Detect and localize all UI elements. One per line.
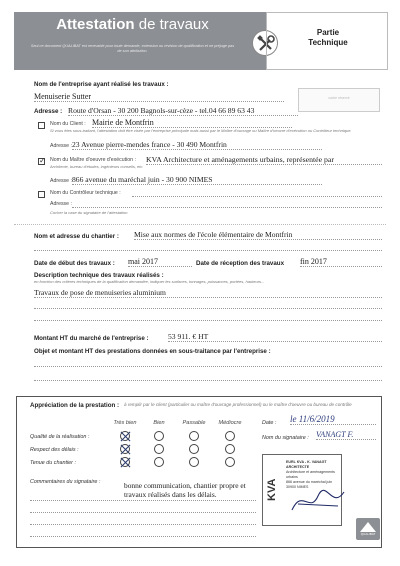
controleur-note: Cocher la case du signataire de l'attestation: [50, 210, 128, 215]
controleur-adresse-label: Adresse :: [50, 201, 72, 207]
date-field[interactable]: le 11/6/2019: [290, 414, 376, 425]
maitre-oeuvre-adresse-field[interactable]: 866 avenue du maréchal juin - 30 900 NIMES: [72, 175, 322, 185]
sous-traitance-line-1[interactable]: [34, 366, 382, 367]
entreprise-adresse-field[interactable]: Route d'Orsan - 30 200 Bagnols-sur-cèze - tel.04 66 89 63 43: [68, 106, 298, 116]
description-line-3: [34, 320, 382, 321]
section-divider: [14, 224, 386, 225]
montant-label: Montant HT du marché de l'entreprise :: [34, 335, 149, 342]
row-tenue: Tenue du chantier :: [30, 460, 76, 466]
col-mediocre: Médiocre: [218, 420, 242, 426]
chantier-line-2: [34, 250, 382, 251]
maitre-oeuvre-field[interactable]: KVA Architecture et aménagements urbains, représentée par: [146, 155, 382, 165]
entreprise-label: Nom de l'entreprise ayant réalisé les travaux :: [34, 81, 169, 88]
col-tres-bien: Très bien: [113, 420, 137, 426]
maitre-oeuvre-adresse-label: Adresse :: [50, 178, 72, 184]
radio-tenue-tres-bien[interactable]: [120, 457, 130, 467]
controleur-label: Nom du Contrôleur technique :: [50, 190, 121, 196]
controleur-adresse-field[interactable]: [72, 207, 382, 208]
partie-technique-label: Partie Technique: [308, 28, 348, 47]
entreprise-field[interactable]: Menuiserie Sutter: [34, 92, 284, 102]
radio-tenue-mediocre[interactable]: [225, 457, 235, 467]
reserved-stamp-box: [298, 88, 380, 112]
radio-delais-bien[interactable]: [154, 444, 164, 454]
client-adresse-field[interactable]: 23 Avenue pierre-mendes france - 30 490 Montfrin: [72, 140, 322, 150]
radio-qualite-tres-bien[interactable]: [120, 431, 130, 441]
maitre-oeuvre-checkbox[interactable]: [38, 158, 45, 165]
chantier-field[interactable]: Mise aux normes de l'école élémentaire de Montfrin: [134, 230, 382, 240]
stamp-text: EURL KVA - K. VANAGT ARCHITECTE Architecture et aménagements urbains 866 avenue du maréchal juin 30900 NIMES: [286, 460, 335, 489]
row-delais: Respect des délais :: [30, 447, 79, 453]
controleur-checkbox[interactable]: [38, 191, 45, 198]
client-adresse-label: Adresse :: [50, 143, 72, 149]
radio-tenue-bien[interactable]: [154, 457, 164, 467]
col-bien: Bien: [153, 420, 165, 426]
maitre-oeuvre-note: Architecte, bureau d'études, ingénieurs conseils, etc.: [50, 164, 144, 169]
sous-traitance-line-2[interactable]: [34, 380, 382, 381]
chantier-label: Nom et adresse du chantier :: [34, 233, 119, 240]
document-title: Attestation de travaux: [56, 16, 209, 33]
date-label: Date :: [262, 420, 277, 426]
signature-scribble: [288, 484, 348, 518]
description-field[interactable]: Travaux de pose de menuiseries aluminium: [34, 288, 382, 298]
comments-line-2: [30, 512, 256, 513]
header-subtitle: Seul ce document QUALIBAT est recevable pour toute demande, extension ou révision de qualification et ne préjuge pas de son attribution.: [30, 44, 235, 53]
comments-field[interactable]: bonne communication, chantier propre et travaux réalisés dans les délais.: [124, 481, 246, 499]
radio-qualite-bien[interactable]: [154, 431, 164, 441]
client-label: Nom du Client :: [50, 121, 86, 127]
radio-delais-tres-bien[interactable]: [120, 444, 130, 454]
comments-label: Commentaires du signataire :: [30, 479, 101, 485]
description-line-2: [34, 308, 382, 309]
signataire-field[interactable]: VANAGT F.: [316, 430, 376, 440]
date-reception-field[interactable]: fin 2017: [300, 257, 382, 267]
date-debut-label: Date de début des travaux :: [34, 260, 115, 267]
appreciation-note: à remplir par le client (particulier ou maître d'ouvrage professionnel) ou le maître d'oeuvre ou bureau de contrôle: [124, 402, 352, 407]
kva-logo: KVA: [266, 478, 278, 502]
qualibat-logo: QUALIBAT: [356, 518, 380, 540]
date-reception-label: Date de réception des travaux: [196, 260, 285, 267]
radio-delais-passable[interactable]: [189, 444, 199, 454]
signataire-label: Nom du signataire :: [262, 435, 309, 441]
radio-delais-mediocre[interactable]: [225, 444, 235, 454]
montant-field[interactable]: 53 911. € HT: [168, 332, 382, 342]
description-note: en fonction des critères techniques de la qualification demandée, indiquer les surfaces, tonnages, puissances, portées, hauteurs...: [34, 279, 265, 284]
col-passable: Passable: [182, 420, 206, 426]
client-field[interactable]: Mairie de Montfrin: [92, 118, 292, 128]
radio-qualite-passable[interactable]: [189, 431, 199, 441]
comments-line-4: [30, 536, 256, 537]
client-note: Si vous êtes sous-traitant, l'attestation doit être visée par l'entreprise principale mais aussi par le Maître d'ouvrage ou Maître d'oeuvre d'exécution ou Contrôleur technique.: [50, 128, 352, 133]
row-qualite: Qualité de la réalisation :: [30, 434, 90, 440]
radio-tenue-passable[interactable]: [189, 457, 199, 467]
radio-qualite-mediocre[interactable]: [225, 431, 235, 441]
appreciation-label: Appréciation de la prestation :: [30, 402, 120, 409]
description-label: Description technique des travaux réalisés :: [34, 272, 164, 279]
sous-traitance-label: Objet et montant HT des prestations données en sous-traitance par l'entreprise :: [34, 348, 271, 355]
date-debut-field[interactable]: mai 2017: [128, 257, 192, 267]
entreprise-adresse-label: Adresse :: [34, 108, 63, 115]
controleur-field[interactable]: [132, 196, 382, 197]
reserved-stamp-label: cadre réservé: [328, 96, 350, 100]
comments-line-3: [30, 524, 256, 525]
comments-line-1: [30, 500, 256, 501]
client-checkbox[interactable]: [38, 122, 45, 129]
maitre-oeuvre-label: Nom du Maître d'oeuvre d'exécution :: [50, 157, 136, 163]
